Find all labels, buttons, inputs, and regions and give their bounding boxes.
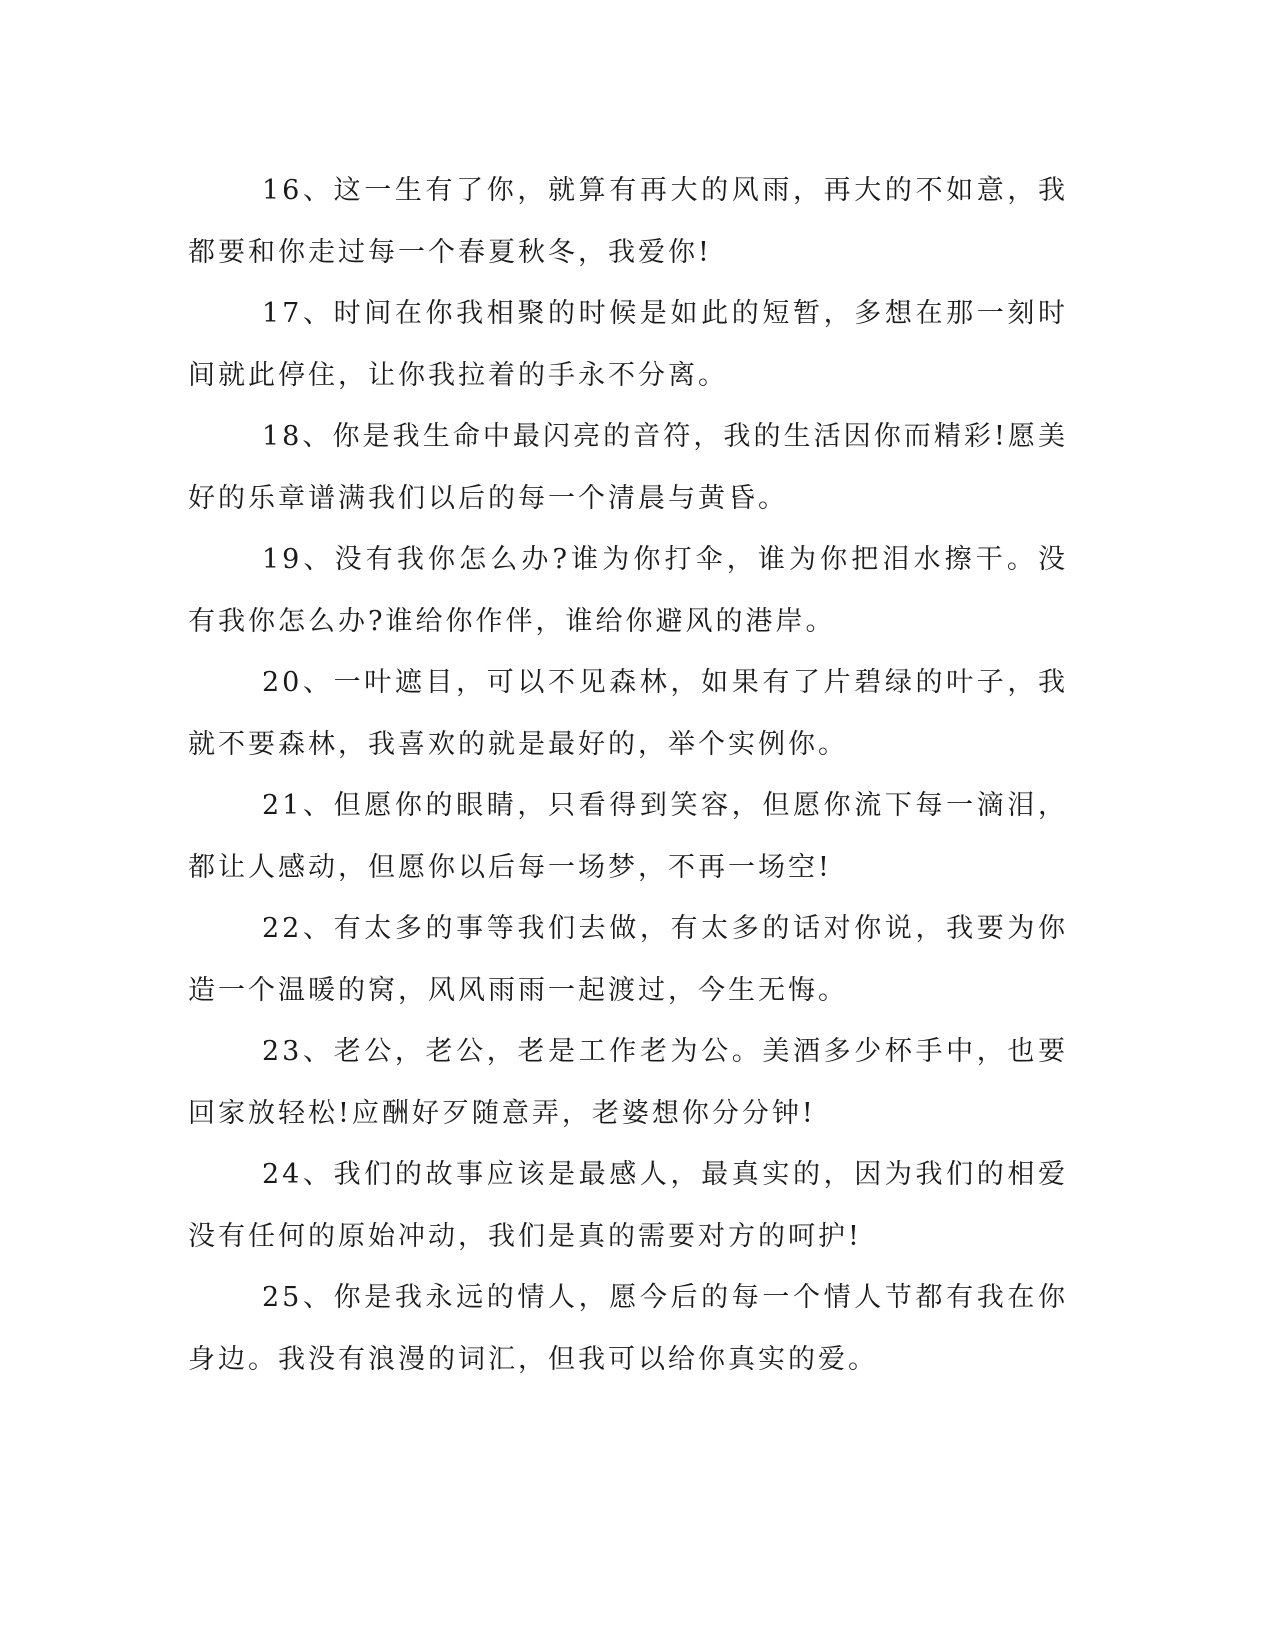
paragraph-21: 21、但愿你的眼睛，只看得到笑容，但愿你流下每一滴泪，都让人感动，但愿你以后每一场梦，不再一场空! [188, 790, 1068, 883]
paragraph-23: 23、老公，老公，老是工作老为公。美酒多少杯手中，也要回家放轻松!应酬好歹随意弄，老婆想你分分钟! [188, 1036, 1068, 1129]
paragraph-22: 22、有太多的事等我们去做，有太多的话对你说，我要为你造一个温暖的窝，风风雨雨一起渡过，今生无悔。 [188, 913, 1068, 1006]
paragraph-18: 18、你是我生命中最闪亮的音符，我的生活因你而精彩!愿美好的乐章谱满我们以后的每一个清晨与黄昏。 [188, 421, 1068, 514]
document-body [188, 160, 1068, 1390]
paragraph-25: 25、你是我永远的情人，愿今后的每一个情人节都有我在你身边。我没有浪漫的词汇，但我可以给你真实的爱。 [188, 1282, 1068, 1375]
paragraph-24: 24、我们的故事应该是最感人，最真实的，因为我们的相爱没有任何的原始冲动，我们是真的需要对方的呵护! [188, 1159, 1068, 1252]
paragraph-19: 19、没有我你怎么办?谁为你打伞，谁为你把泪水擦干。没有我你怎么办?谁给你作伴，谁给你避风的港岸。 [188, 544, 1068, 637]
paragraph-17: 17、时间在你我相聚的时候是如此的短暂，多想在那一刻时间就此停住，让你我拉着的手永不分离。 [188, 298, 1068, 391]
paragraph-16: 16、这一生有了你，就算有再大的风雨，再大的不如意，我都要和你走过每一个春夏秋冬，我爱你! [188, 175, 1068, 268]
paragraph-20: 20、一叶遮目，可以不见森林，如果有了片碧绿的叶子，我就不要森林，我喜欢的就是最好的，举个实例你。 [188, 667, 1068, 760]
